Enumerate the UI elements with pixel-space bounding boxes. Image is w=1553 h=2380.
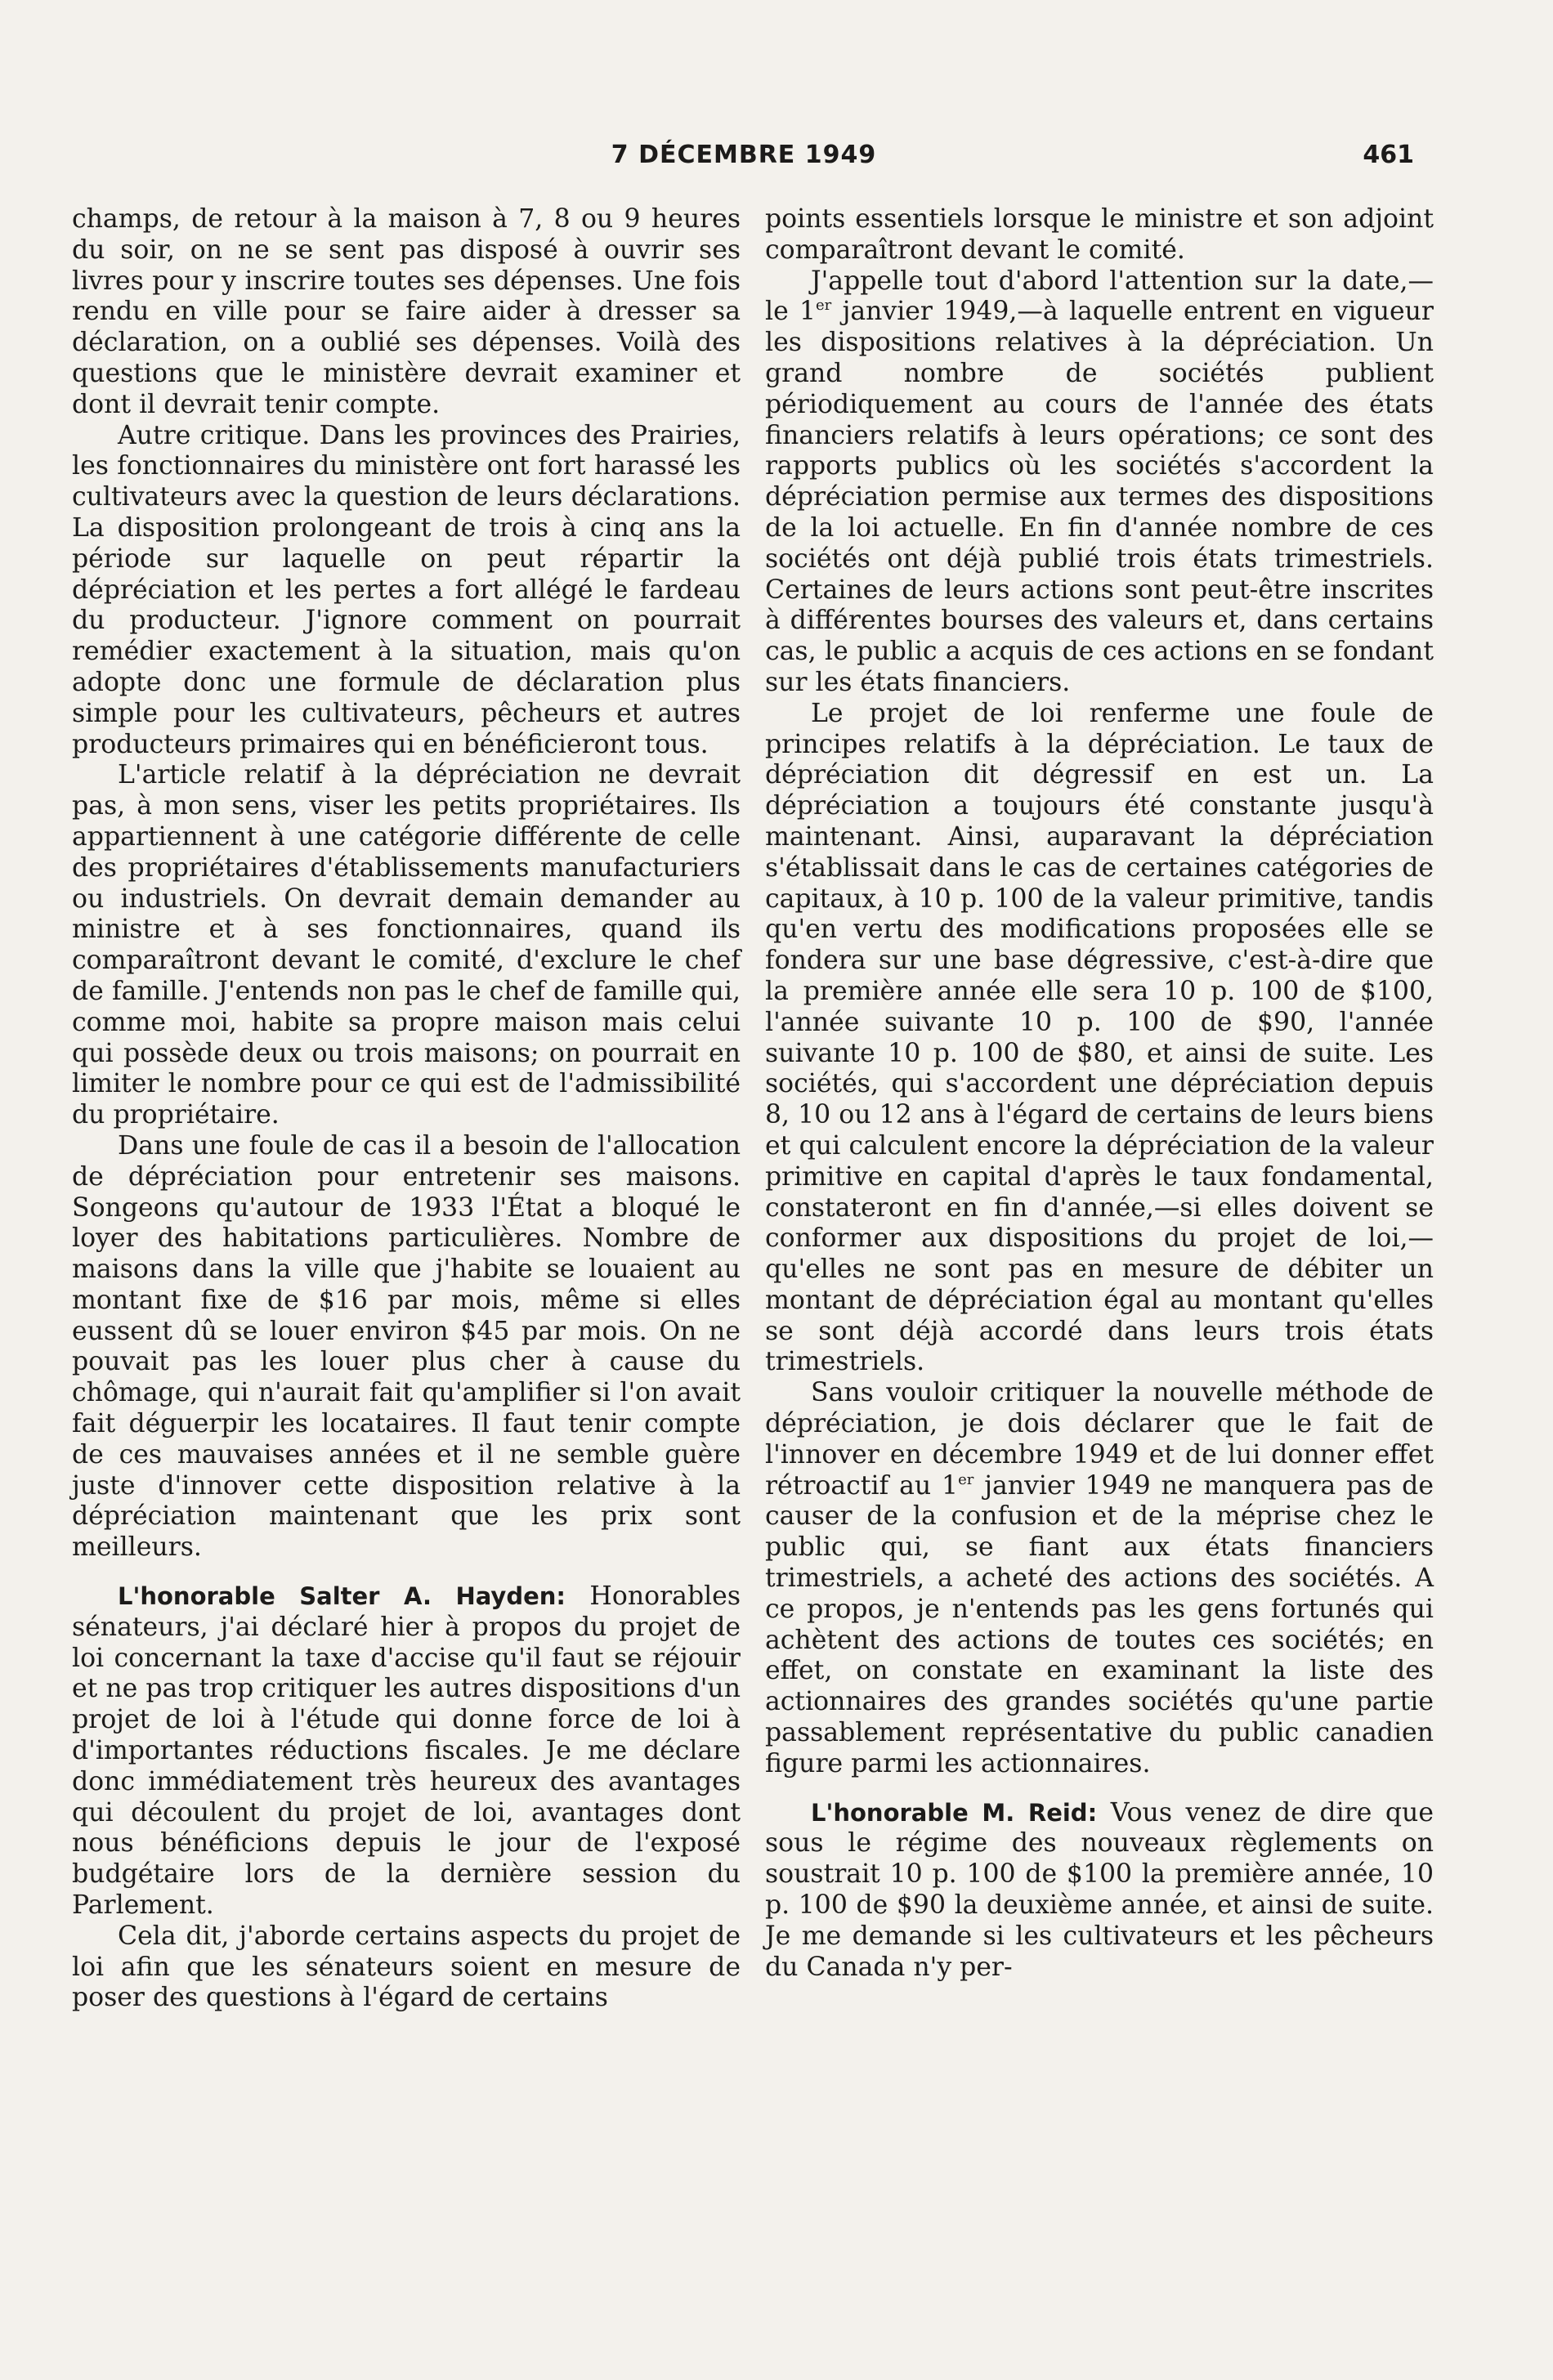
paragraph-text: Sans vouloir critiquer la nouvelle méthode de dépréciation, je dois déclarer que le fait de l'innover en décembre 1949 et de lui donner effet rétroactif au 1 <box>765 1378 1434 1501</box>
page-header <box>74 141 1414 181</box>
speaker-name: L'honorable M. Reid: <box>811 1798 1098 1827</box>
left-column <box>72 204 741 2014</box>
paragraph-text: janvier 1949 ne manquera pas de causer de la confusion et de la méprise chez le public qui, se fiant aux états financiers trimestriels, a acheté des actions des sociétés. A ce propos, je n'entends pas les gens fortunés qui achètent des actions de toutes ces sociétés; en effet, on constate en examinant la liste des actionnaires des grandes sociétés qu'une partie passablement représentative du public canadien figure parmi les actionnaires. <box>765 1470 1434 1778</box>
ordinal-superscript: er <box>816 297 832 315</box>
header-date: 7 DÉCEMBRE 1949 <box>611 141 877 169</box>
paragraph: points essentiels lorsque le ministre et son adjoint comparaîtront devant le comité. <box>765 204 1434 265</box>
paragraph: Cela dit, j'aborde certains aspects du projet de loi afin que les sénateurs soient en mesure de poser des questions à l'égard de certains <box>72 1921 741 2013</box>
paragraph-text: J'appelle tout d'abord l'attention sur la date,—le 1 <box>765 266 1434 327</box>
paragraph: Autre critique. Dans les provinces des Prairies, les fonctionnaires du ministère ont fort harassé les cultivateurs avec la question de leurs déclarations. La disposition prolongeant de trois à cinq ans la période sur laquelle on peut répartir la dépréciation et les pertes a fort allégé le fardeau du producteur. J'ignore comment on pourrait remédier exactement à la situation, mais qu'on adopte donc une formule de déclaration plus simple pour les cultivateurs, pêcheurs et autres producteurs primaires qui en bénéficieront tous. <box>72 420 741 759</box>
paragraph-text: janvier 1949,—à laquelle entrent en vigueur les dispositions relatives à la dépréciation. Un grand nombre de sociétés publient périodiquement au cours de l'année des états financiers relatifs à leurs opérations; ce sont des rapports publics où les sociétés s'accordent la dépréciation permise aux termes des dispositions de la loi actuelle. En fin d'année nombre de ces sociétés ont déjà publié trois états trimestriels. Certaines de leurs actions sont peut-être inscrites à différentes bourses des valeurs et, dans certains cas, le public a acquis de ces actions en se fondant sur les états financiers. <box>765 297 1434 697</box>
page-number: 461 <box>1363 141 1414 169</box>
right-column <box>765 204 1434 1983</box>
speech-paragraph <box>72 1581 741 1921</box>
paragraph: Le projet de loi renferme une foule de principes relatifs à la dépréciation. Le taux de dépréciation dit dégressif en est un. La dépréciation a toujours été constante jusqu'à maintenant. Ainsi, auparavant la dépréciation s'établissait dans le cas de certaines catégories de capitaux, à 10 p. 100 de la valeur primitive, tandis qu'en vertu des modifications proposées elle se fondera sur une base dégressive, c'est-à-dire que la première année elle sera 10 p. 100 de $100, l'année suivante 10 p. 100 de $90, l'année suivante 10 p. 100 de $80, et ainsi de suite. Les sociétés, qui s'accordent une dépréciation depuis 8, 10 ou 12 ans à l'égard de certains de leurs biens et qui calculent encore la dépréciation de la valeur primitive en capital d'après le taux fondamental, constateront en fin d'année,—si elles doivent se conformer aux dispositions du projet de loi,—qu'elles ne sont pas en mesure de débiter un montant de dépréciation égal au montant qu'elles se sont déjà accordé dans leurs trois états trimestriels. <box>765 698 1434 1377</box>
paragraph <box>765 266 1434 699</box>
speech-paragraph <box>765 1798 1434 1984</box>
paragraph: L'article relatif à la dépréciation ne devrait pas, à mon sens, viser les petits propriétaires. Ils appartiennent à une catégorie différente de celle des propriétaires d'établissements manufacturiers ou industriels. On devrait demain demander au ministre et à ses fonctionnaires, quand ils comparaîtront devant le comité, d'exclure le chef de famille. J'entends non pas le chef de famille qui, comme moi, habite sa propre maison mais celui qui possède deux ou trois maisons; on pourrait en limiter le nombre pour ce qui est de l'admissibilité du propriétaire. <box>72 760 741 1130</box>
ordinal-superscript: er <box>958 1470 974 1488</box>
speaker-name: L'honorable Salter A. Hayden: <box>118 1582 566 1611</box>
paragraph: champs, de retour à la maison à 7, 8 ou 9 heures du soir, on ne se sent pas disposé à ouvrir ses livres pour y inscrire toutes ses dépenses. Une fois rendu en ville pour se faire aider à dresser sa déclaration, on a oublié ses dépenses. Voilà des questions que le ministère devrait examiner et dont il devrait tenir compte. <box>72 204 741 419</box>
speech-text: Honorables sénateurs, j'ai déclaré hier à propos du projet de loi concernant la taxe d'accise qu'il faut se réjouir et ne pas trop critiquer les autres dispositions d'un projet de loi à l'étude qui donne force de loi à d'importantes réductions fiscales. Je me déclare donc immédiatement très heureux des avantages qui découlent du projet de loi, avantages dont nous bénéficions depuis le jour de l'exposé budgétaire lors de la dernière session du Parlement. <box>72 1581 741 1921</box>
paragraph: Dans une foule de cas il a besoin de l'allocation de dépréciation pour entretenir ses maisons. Songeons qu'autour de 1933 l'État a bloqué le loyer des habitations particulières. Nombre de maisons dans la ville que j'habite se louaient au montant fixe de $16 par mois, même si elles eussent dû se louer environ $45 par mois. On ne pouvait pas les louer plus cher à cause du chômage, qui n'aurait fait qu'amplifier si l'on avait fait déguerpir les locataires. Il faut tenir compte de ces mauvaises années et il ne semble guère juste d'innover cette disposition relative à la dépréciation maintenant que les prix sont meilleurs. <box>72 1130 741 1563</box>
paragraph <box>765 1378 1434 1779</box>
speech-text: Vous venez de dire que sous le régime des nouveaux règlements on soustrait 10 p. 100 de $100 la première année, 10 p. 100 de $90 la deuxième année, et ainsi de suite. Je me demande si les cultivateurs et les pêcheurs du Canada n'y per- <box>765 1797 1434 1982</box>
